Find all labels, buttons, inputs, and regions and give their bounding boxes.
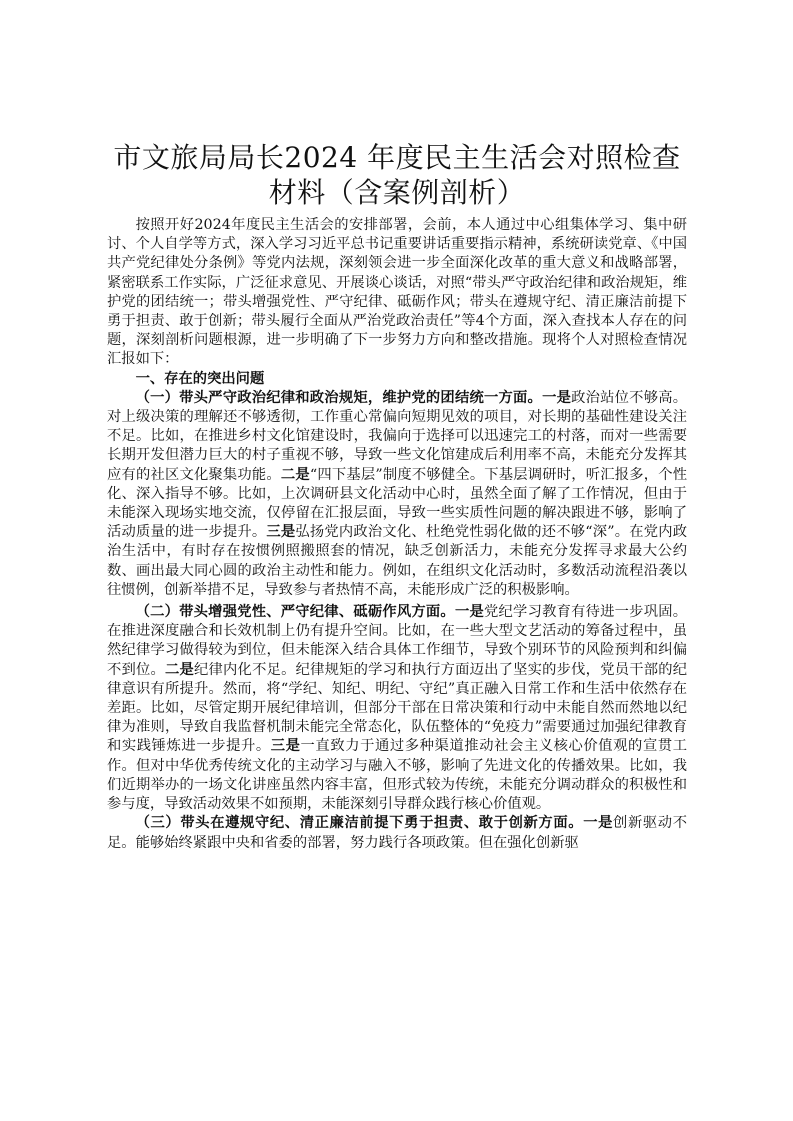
point-text: 纪律内化不足。纪律规矩的学习和执行方面迈出了坚实的步伐，党员干部的纪律意识有所提升。然而，将“学纪、知纪、明纪、守纪”真正融入日常工作和生活中依然存在差距。比如，尽管定期开展纪律培训，但部分干部在日常决策和行动中未能自然而然地以纪律为准则，导致自我监督机制未能完全常态化，队伍整体的“免疫力”需要通过加强纪律教育和实践锤炼进一步提升。 bbox=[107, 661, 688, 755]
point-marker: 一是 bbox=[542, 389, 572, 406]
point-marker: 二是 bbox=[165, 661, 195, 678]
document-page bbox=[107, 140, 687, 853]
paragraph-political-discipline bbox=[107, 389, 687, 600]
subheading-party-spirit: （二）带头增强党性、严守纪律、砥砺作风方面。 bbox=[135, 604, 455, 621]
point-marker: 三是 bbox=[270, 738, 301, 755]
point-text: 弘扬党内政治文化、杜绝党性弱化做的还不够“深”。在党内政治生活中，有时存在按惯例照搬照套的情况，缺乏创新活力，未能充分发挥寻求最大公约数、画出最大同心圆的政治主动性和能力。例如，在组织文化活动时，多数活动流程沿袭以往惯例，创新举措不足，导致参与者热情不高，未能形成广泛的积极影响。 bbox=[107, 524, 688, 598]
subheading-responsibility-innovation: （三）带头在遵规守纪、清正廉洁前提下勇于担责、敢于创新方面。 bbox=[135, 815, 584, 832]
point-text: 政治站位不够高。对上级决策的理解还不够透彻，工作重心常偏向短期见效的项目，对长期的基础性建设关注不足。比如，在推进乡村文化馆建设时，我偏向于选择可以迅速完工的村落，而对一些需要长期开发但潜力巨大的村子重视不够，导致一些文化馆建成后利用率不高，未能充分发挥其应有的社区文化聚集功能。 bbox=[107, 389, 688, 483]
title-line-2: 材料（含案例剖析） bbox=[268, 176, 526, 209]
point-text: “四下基层”制度不够健全。下基层调研时，听汇报多，个性化、深入指导不够。比如，上次调研县文化活动中心时，虽然全面了解了工作情况，但由于未能深入现场实地交流，仅停留在汇报层面，导致一些实质性问题的解决跟进不够，影响了活动质量的进一步提升。 bbox=[107, 466, 687, 541]
section-heading-existing-problems: 一、存在的突出问题 bbox=[135, 370, 265, 387]
document-body bbox=[107, 216, 687, 853]
point-text: 党纪学习教育有待进一步巩固。在推进深度融合和长效机制上仍有提升空间。比如，在一些大型文艺活动的筹备过程中，虽然纪律学习做得较为到位，但未能深入结合具体工作细节，导致个别环节的风险预判和纠偏不到位。 bbox=[107, 604, 688, 678]
point-marker: 一是 bbox=[583, 815, 614, 832]
point-marker: 二是 bbox=[280, 466, 310, 483]
point-marker: 一是 bbox=[454, 604, 485, 621]
paragraph-party-spirit bbox=[107, 603, 687, 814]
intro-paragraph: 按照开好2024年度民主生活会的安排部署，会前，本人通过中心组集体学习、集中研讨、个人自学等方式，深入学习习近平总书记重要讲话重要指示精神，系统研读党章、《中国共产党纪律处分条例》等党内法规，深刻领会进一步全面深化改革的重大意义和战略部署，紧密联系工作实际，广泛征求意见、开展谈心谈话，对照“带头严守政治纪律和政治规矩，维护党的团结统一；带头增强党性、严守纪律、砥砺作风；带头在遵规守纪、清正廉洁前提下勇于担责、敢于创新；带头履行全面从严治党政治责任”等4个方面，深入查找本人存在的问题，深刻剖析问题根源，进一步明确了下一步努力方向和整改措施。现将个人对照检查情况汇报如下： bbox=[107, 217, 687, 368]
point-text: 创新驱动不足。能够始终紧跟中央和省委的部署，努力践行各项政策。但在强化创新驱 bbox=[107, 815, 688, 851]
paragraph-responsibility-innovation bbox=[107, 814, 687, 852]
point-text: 一直致力于通过多种渠道推动社会主义核心价值观的宣贯工作。但对中华优秀传统文化的主动学习与融入不够，影响了先进文化的传播效果。比如，我们近期举办的一场文化讲座虽然内容丰富，但形式较为传统，未能充分调动群众的积极性和参与度，导致活动效果不如预期，未能深刻引导群众践行核心价值观。 bbox=[107, 738, 688, 813]
subheading-political-discipline: （一）带头严守政治纪律和政治规矩，维护党的团结统一方面。 bbox=[135, 389, 543, 406]
point-marker: 三是 bbox=[266, 524, 296, 541]
document-title bbox=[107, 140, 687, 210]
title-line-1: 市文旅局局长2024 年度民主生活会对照检查 bbox=[113, 141, 681, 174]
